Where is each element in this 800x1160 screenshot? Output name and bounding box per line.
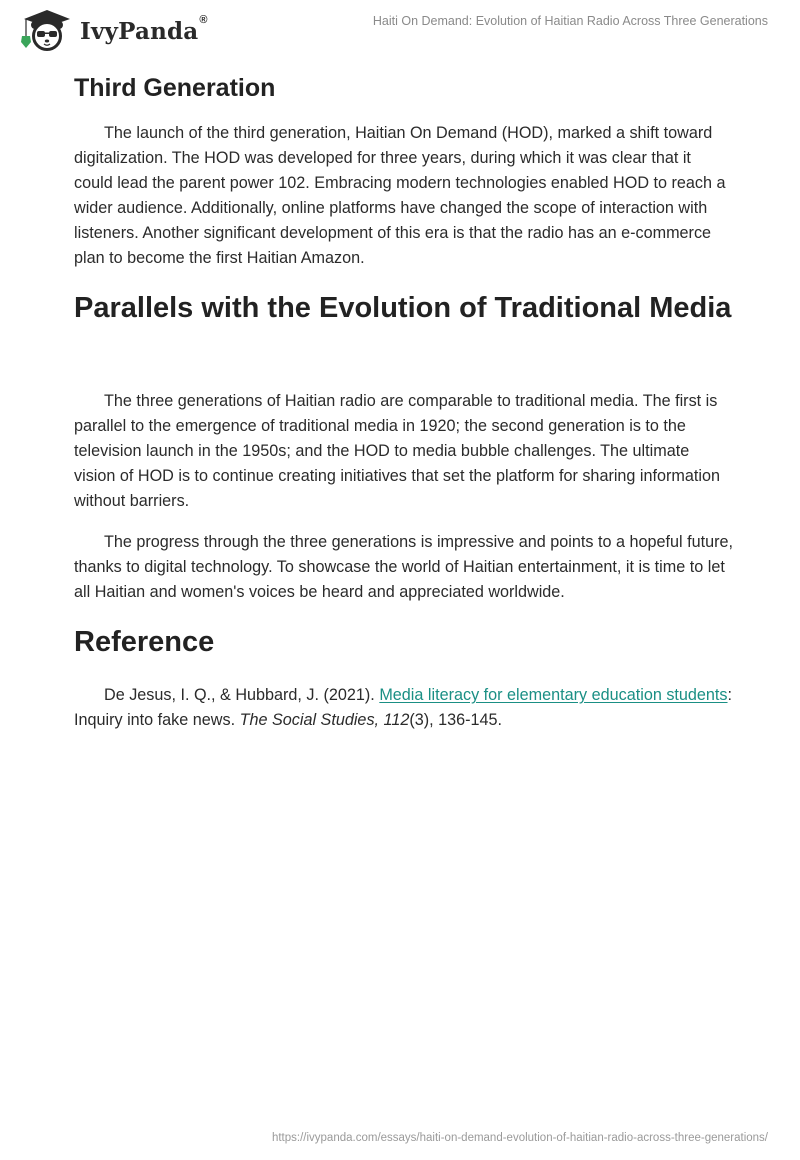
ivypanda-logo[interactable] bbox=[18, 6, 208, 52]
reference-subtitle: : Inquiry into fake news. bbox=[74, 686, 733, 729]
registered-mark: ® bbox=[199, 13, 208, 26]
reference-authors: De Jesus, I. Q., & Hubbard, J. (2021). bbox=[104, 686, 380, 704]
reference-journal: The Social Studies, 112 bbox=[239, 711, 410, 729]
document-title: Haiti On Demand: Evolution of Haitian Radio Across Three Generations bbox=[372, 14, 768, 28]
reference-entry bbox=[74, 683, 734, 733]
paragraph-parallels-1: The three generations of Haitian radio are comparable to traditional media. The first is parallel to the emergence of traditional media in 1920; the second generation is to the television launch in the 1950s; and the HOD to media bubble challenges. The ultimate vision of HOD is to continue creating initiatives that set the platform for sharing information without barriers. bbox=[74, 392, 721, 510]
heading-parallels: Parallels with the Evolution of Traditional Media bbox=[74, 292, 732, 324]
paragraph-parallels-2: The progress through the three generations is impressive and points to a hopeful future, thanks to digital technology. To showcase the world of Haitian entertainment, it is time to let all Haitian and women's voices be heard and appreciated worldwide. bbox=[74, 533, 733, 601]
page-header bbox=[0, 0, 800, 58]
footer-url[interactable]: https://ivypanda.com/essays/haiti-on-demand-evolution-of-haitian-radio-across-three-generations/ bbox=[271, 1132, 768, 1144]
heading-reference: Reference bbox=[74, 626, 215, 658]
panda-graduate-icon bbox=[18, 6, 76, 52]
heading-third-generation: Third Generation bbox=[74, 74, 276, 102]
brand-name: IvyPanda® bbox=[80, 13, 208, 45]
reference-link[interactable]: Media literacy for elementary education students bbox=[379, 686, 728, 704]
reference-issue-pages: (3), 136-145. bbox=[409, 711, 503, 729]
paragraph-third-generation: The launch of the third generation, Haitian On Demand (HOD), marked a shift toward digitalization. The HOD was developed for three years, during which it was clear that it could lead the parent power 102. Embracing modern technologies enabled HOD to reach a wider audience. Additionally, online platforms have changed the scope of interaction with listeners. Another significant development of this era is that the radio has an e-commerce plan to become the first Haitian Amazon. bbox=[74, 124, 726, 267]
